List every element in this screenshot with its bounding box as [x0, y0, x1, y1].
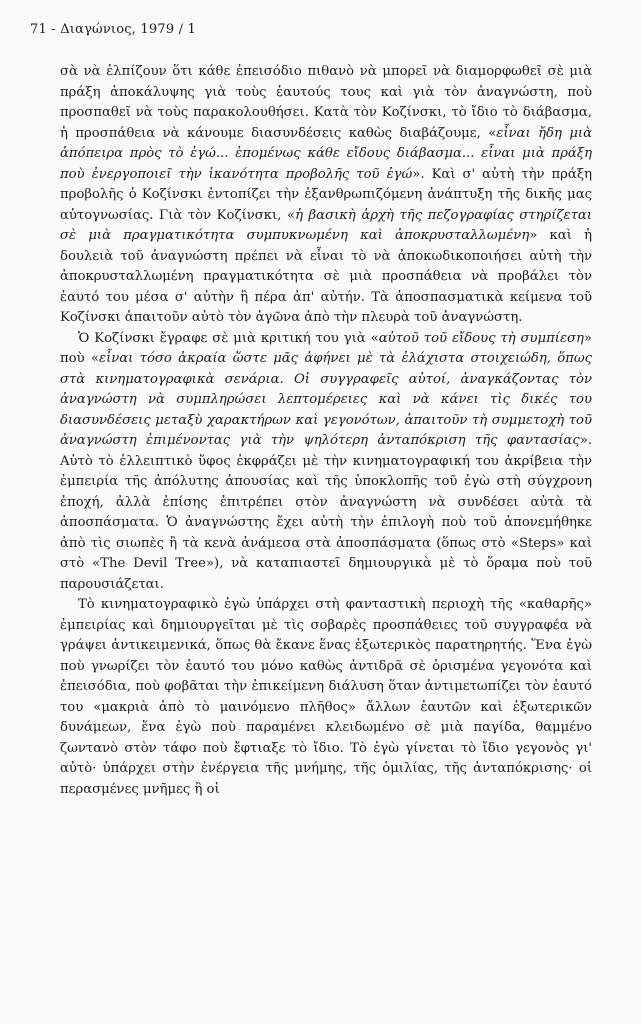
italic-quote: εἶναι ἤδη μιὰ ἀπόπειρα πρὸς τὸ ἐγώ... ἑπομένως κάθε εἴδους διάβασμα... εἶναι μιὰ πράξη ποὺ ἐνεργοποιεῖ τὴν ἱκανότητα προβολῆς τοῦ ἐγώ: [60, 125, 592, 182]
page-header: 71 - Διαγώνιος, 1979 / 1: [30, 22, 197, 37]
text-run: » ποὺ «: [60, 330, 592, 366]
text-run: ». Καὶ σ' αὐτὴ τὴν πράξη προβολῆς ὁ Κοζίνσκι ἐντοπίζει τὴν ἐξανθρωπιζόμενη ἀνάπτυξη τῆς δικῆς μας αὐτογνωσίας. Γιὰ τὸν Κοζίνσκι, «: [60, 166, 592, 223]
italic-quote: αὐτοῦ τοῦ εἴδους τὴ συμπίεση: [378, 330, 584, 346]
text-run: ». Αὐτὸ τὸ ἐλλειπτικὸ ὕφος ἐκφράζει μὲ τὴν κινηματογραφική του ἀκρίβεια τὴν ἐμπειρία τῆς ἀπόλυτης ἀπουσίας καὶ τῆς ὑποκλοπῆς τοῦ ἐγὼ στὴ σύγχρονη ἐποχή, ἀλλὰ ἐπίσης ἐπιτρέπει στὸν ἀναγνώστη νὰ συνδέσει αὐτὰ τὰ ἀποσπάσματα. Ὁ ἀναγνώστης ἔχει αὐτὴ τὴν ἐπιλογὴ ποὺ τοῦ ἀπονεμήθηκε ἀπὸ τὶς σιωπὲς ἢ τὰ κενὰ ἀνάμεσα στὰ ἀποσπάσματα (ὅπως στὸ «Steps» καὶ στὸ «The Devil Tree»), νὰ καταπιαστεῖ δημιουργικὰ μὲ τὸ ὅραμα ποὺ τοῦ παρουσιάζεται.: [60, 433, 592, 592]
paragraph: [60, 329, 592, 596]
article-body: [60, 62, 592, 800]
paragraph: [60, 62, 592, 329]
paragraph: [60, 595, 592, 800]
text-run: σὰ νὰ ἐλπίζουν ὅτι κάθε ἐπεισόδιο πιθανὸ νὰ μπορεῖ νὰ διαμορφωθεῖ σὲ μιὰ πράξη ἀποκάλυψης γιὰ τοὺς ἑαυτούς τους καὶ γιὰ τὸν ἀναγνώστη, ποὺ προσπαθεῖ νὰ τοὺς παρακολουθήσει. Κατὰ τὸν Κοζίνσκι, τὸ ἴδιο τὸ διάβασμα, ἡ προσπάθεια νὰ κάνουμε διασυνδέσεις καθὼς διαβάζουμε, «: [60, 64, 592, 141]
text-run: Τὸ κινηματογραφικὸ ἐγὼ ὑπάρχει στὴ φανταστικὴ περιοχὴ τῆς «καθαρῆς» ἐμπειρίας καὶ δημιουργεῖται μὲ τὶς σοβαρὲς προσπάθειες τοῦ συγγραφέα νὰ γράψει ἀντικειμενικά, ὅπως θὰ ἔκανε ἕνας ἐξωτερικὸς παρατηρητής. Ἕνα ἐγὼ ποὺ γνωρίζει τὸν ἑαυτό του μόνο καθὼς ἀντιδρᾶ σὲ ὁρισμένα γεγονότα καὶ ἐπεισόδια, ποὺ φοβᾶται τὴν ἐπικείμενη διάλυση ὅταν ἀντιμετωπίζει τὸν ἑαυτό του «μακριὰ ἀπὸ τὸ μαινόμενο πλῆθος» ἄλλων ἑαυτῶν καὶ ἐξωτερικῶν δυνάμεων, ἕνα ἐγὼ ποὺ παραμένει κλειδωμένο σὲ μιὰ παγίδα, θαμμένο ζωντανὸ στὸν τάφο ποὺ ἔφτιαξε τὸ ἴδιο. Τὸ ἐγὼ γίνεται τὸ ἴδιο γεγονὸς γι' αὐτὸ· ὑπάρχει στὴν ἐνέργεια τῆς μνήμης, τῆς ὁμιλίας, τῆς ἀνταπόκρισης· οἱ περασμένες μνῆμες ἢ οἱ: [60, 597, 592, 797]
italic-quote: ἡ βασικὴ ἀρχὴ τῆς πεζογραφίας στηρίζεται σὲ μιὰ πραγματικότητα συμπυκνωμένη καὶ ἀποκρυσταλλωμένη: [60, 207, 593, 243]
text-run: Ὁ Κοζίνσκι ἔγραφε σὲ μιὰ κριτική του γιὰ «: [78, 330, 379, 346]
italic-quote: εἶναι τόσο ἀκραία ὥστε μᾶς ἀφήνει μὲ τὰ ἐλάχιστα στοιχειώδη, ὅπως στὰ κινηματογραφικὰ σενάρια. Οἱ συγγραφεῖς αὐτοί, ἀναγκάζοντας τὸν ἀναγνώστη νὰ συμπληρώσει λεπτομέρειες καὶ νὰ κάνει τὶς δικές του διασυνδέσεις μεταξὺ χαρακτήρων καὶ γεγονότων, ἀπαιτοῦν τὴ συμμετοχὴ τοῦ ἀναγνώστη ἐπιμένοντας γιὰ τὴν ψηλότερη ἀνταπόκριση τῆς φαντασίας: [60, 351, 593, 448]
text-run: » καὶ ἡ δουλειὰ τοῦ ἀναγνώστη πρέπει νὰ εἶναι τὸ νὰ ἀποκωδικοποιήσει αὐτὴ τὴν ἀποκρυσταλλωμένη πραγματικότητα σὲ μιὰ προσπάθεια νὰ προβάλει τὸν ἑαυτό του μέσα σ' αὐτὴν ἢ πέρα ἀπ' αὐτήν. Τὰ ἀποσπασματικὰ κείμενα τοῦ Κοζίνσκι ἀπαιτοῦν αὐτὸ τὸν ἀγῶνα ἀπὸ τὴν πλευρὰ τοῦ ἀναγνώστη.: [60, 228, 593, 325]
